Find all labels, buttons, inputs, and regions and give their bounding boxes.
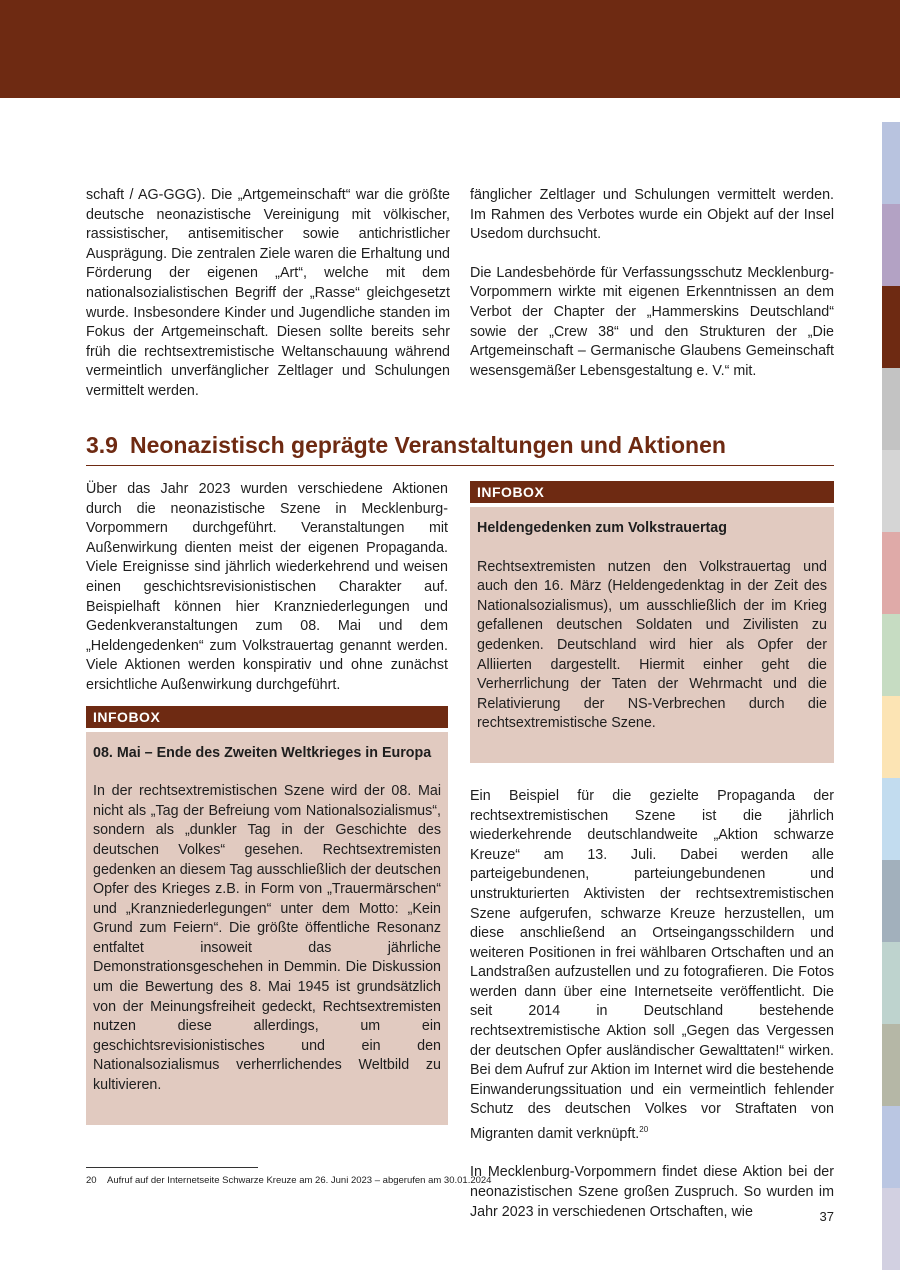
section-tab bbox=[882, 860, 900, 942]
infobox-text: Rechtsextremisten nutzen den Volkstrauertag und auch den 16. März (Heldengedenktag in der Zeit des Nationalsozialismus), um ausschließlich der im Krieg gefallenen deutschen Soldaten und Zivilisten zu gedenken. Deutschland wird hier als Opfer der Alliierten dargestellt. Hiermit einher geht die Verherrlichung der Taten der Wehrmacht und die Relativierung der NS-Verbrechen durch die rechtsextremistische Szene. bbox=[477, 558, 827, 732]
section-tab bbox=[882, 122, 900, 204]
footnote-number: 20 bbox=[86, 1175, 97, 1186]
section-tab bbox=[882, 696, 900, 778]
section-heading bbox=[86, 432, 834, 466]
left-column bbox=[86, 480, 448, 1125]
footnote bbox=[86, 1175, 491, 1186]
paragraph: fänglicher Zeltlager und Schulungen vermittelt werden. Im Rahmen des Verbotes wurde ein Objekt auf der Insel Usedom durchsucht. bbox=[470, 187, 834, 243]
section-tab bbox=[882, 204, 900, 286]
section-title: Neonazistisch geprägte Veranstaltungen und Aktionen bbox=[129, 432, 726, 458]
footnote-divider bbox=[86, 1167, 258, 1168]
paragraph: In Mecklenburg-Vorpommern findet diese Aktion bei der neonazistischen Szene großen Zuspruch. So wurden im Jahr 2023 in verschiedenen Ortschaften, wie bbox=[470, 1164, 834, 1220]
header-bar bbox=[0, 0, 900, 98]
paragraph: schaft / AG-GGG). Die „Artgemeinschaft“ war die größte deutsche neonazistische Vereinigung mit völkischer, rassistischer, antisemitischer sowie antichristlicher Ausprägung. Die zentralen Ziele waren die Erhaltung und Förderung der eigenen „Art“, welche mit dem nationalsozialistischen Begriff der „Rasse“ gleichgesetzt wurde. Insbesondere Kinder und Jugendliche standen im Fokus der Artgemeinschaft. Diesen sollte bereits sehr früh die rechtsextremistische Weltanschauung während vermeintlich unverfänglicher Zeltlager und Schulungen vermittelt werden. bbox=[86, 187, 450, 399]
infobox-title: 08. Mai – Ende des Zweiten Weltkrieges in Europa bbox=[93, 744, 432, 761]
section-tab bbox=[882, 450, 900, 532]
paragraph: Die Landesbehörde für Verfassungsschutz Mecklenburg-Vorpommern wirkte mit eigenen Erkenntnissen an dem Verbot der Chapter der „Hammerskins Deutschland“ sowie der „Crew 38“ und den Strukturen der „Die Artgemeinschaft – Germanische Glaubens Gemeinschaft wesensgemäßer Lebensgestaltung e. V.“ mit. bbox=[470, 264, 834, 379]
infobox-body bbox=[470, 507, 834, 763]
infobox-label: INFOBOX bbox=[86, 706, 448, 728]
section-tab bbox=[882, 942, 900, 1024]
paragraph: Über das Jahr 2023 wurden verschiedene Aktionen durch die neonazistische Szene in Mecklenburg-Vorpommern durchgeführt. Veranstaltungen mit Außenwirkung dienten meist der eigenen Propaganda. Viele Ereignisse sind jährlich wiederkehrend und weisen einen geschichtsrevisionistischen Charakter auf. Beispielhaft können hier Kranzniederlegungen und Gedenkveranstaltungen zum 08. Mai und dem „Heldengedenken“ zum Volkstrauertag genannt werden. Viele Aktionen werden konspirativ und ohne zunächst ersichtliche Außenwirkung durchgeführt. bbox=[86, 481, 448, 693]
section-tab bbox=[882, 286, 900, 368]
infobox-text: In der rechtsextremistischen Szene wird der 08. Mai nicht als „Tag der Befreiung vom Nationalsozialismus“, sondern als „dunkler Tag in der Geschichte des deutschen Volkes“ gesehen. Rechtsextremisten gedenken an diesem Tag ausschließlich der deutschen Opfer des Krieges z.B. in Form von „Trauermärschen“ und „Kranzniederlegungen“ unter dem Motto: „Kein Grund zum Feiern“. Die größte öffentliche Resonanz entfaltet insoweit das jährliche Demonstrationsgeschehen in Demmin. Die Diskussion um die Bewertung des 8. Mai 1945 ist grundsätzlich von der Meinungsfreiheit gedeckt, Rechtsextremisten nutzen diese allerdings, um ein geschichtsrevisionistisches und ein den Nationalsozialismus verherrlichendes Weltbild zu kultivieren. bbox=[93, 783, 441, 1094]
top-right-column bbox=[470, 186, 834, 400]
infobox-body bbox=[86, 732, 448, 1125]
infobox-label: INFOBOX bbox=[470, 481, 834, 503]
section-tab bbox=[882, 1106, 900, 1188]
section-tab bbox=[882, 368, 900, 450]
infobox-title: Heldengedenken zum Volkstrauertag bbox=[477, 520, 727, 536]
infobox bbox=[470, 481, 834, 763]
page-number: 37 bbox=[819, 1209, 834, 1224]
section-tab bbox=[882, 1024, 900, 1106]
footnote-text: Aufruf auf der Internetseite Schwarze Kreuze am 26. Juni 2023 – abgerufen am 30.01.2024 bbox=[107, 1175, 492, 1186]
section-tab bbox=[882, 532, 900, 614]
right-column bbox=[470, 481, 834, 1241]
top-left-column bbox=[86, 186, 450, 399]
paragraph-text: Ein Beispiel für die gezielte Propaganda der rechtsextremistischen Szene ist die jährlich wiederkehrende deutschlandweite „Aktion schwarze Kreuze“ am 13. Juli. Dabei werden alle parteigebundenen, parteiungebundenen und unstrukturierten Aktivisten der rechtsextremistischen Szene aufgerufen, schwarze Kreuze herzustellen, um diese anschließend an Ortseingangsschildern und weiteren Positionen in frei wählbaren Ortschaften und an Landstraßen aufzustellen und zu fotografieren. Die Fotos werden dann über eine Internetseite veröffentlicht. Die seit 2014 in Deutschland bestehende rechtsextremistische Aktion soll „Gegen das Vergessen der deutschen Opfer ausländischer Gewalttaten!“ wirken. Bei dem Aufruf zur Aktion im Internet wird die bestehende Einwanderungssituation und ein vermeintlich fehlender Schutz des deutschen Volkes vor Straftaten von Migranten damit verknüpft. bbox=[470, 787, 834, 1142]
section-number: 3.9 bbox=[86, 432, 118, 458]
footnote-reference[interactable]: 20 bbox=[639, 1125, 649, 1135]
section-tab bbox=[882, 778, 900, 860]
section-tab bbox=[882, 1188, 900, 1270]
section-tab bbox=[882, 614, 900, 696]
section-tabs bbox=[882, 122, 900, 1270]
paragraph bbox=[470, 787, 834, 1144]
infobox bbox=[86, 706, 448, 1125]
